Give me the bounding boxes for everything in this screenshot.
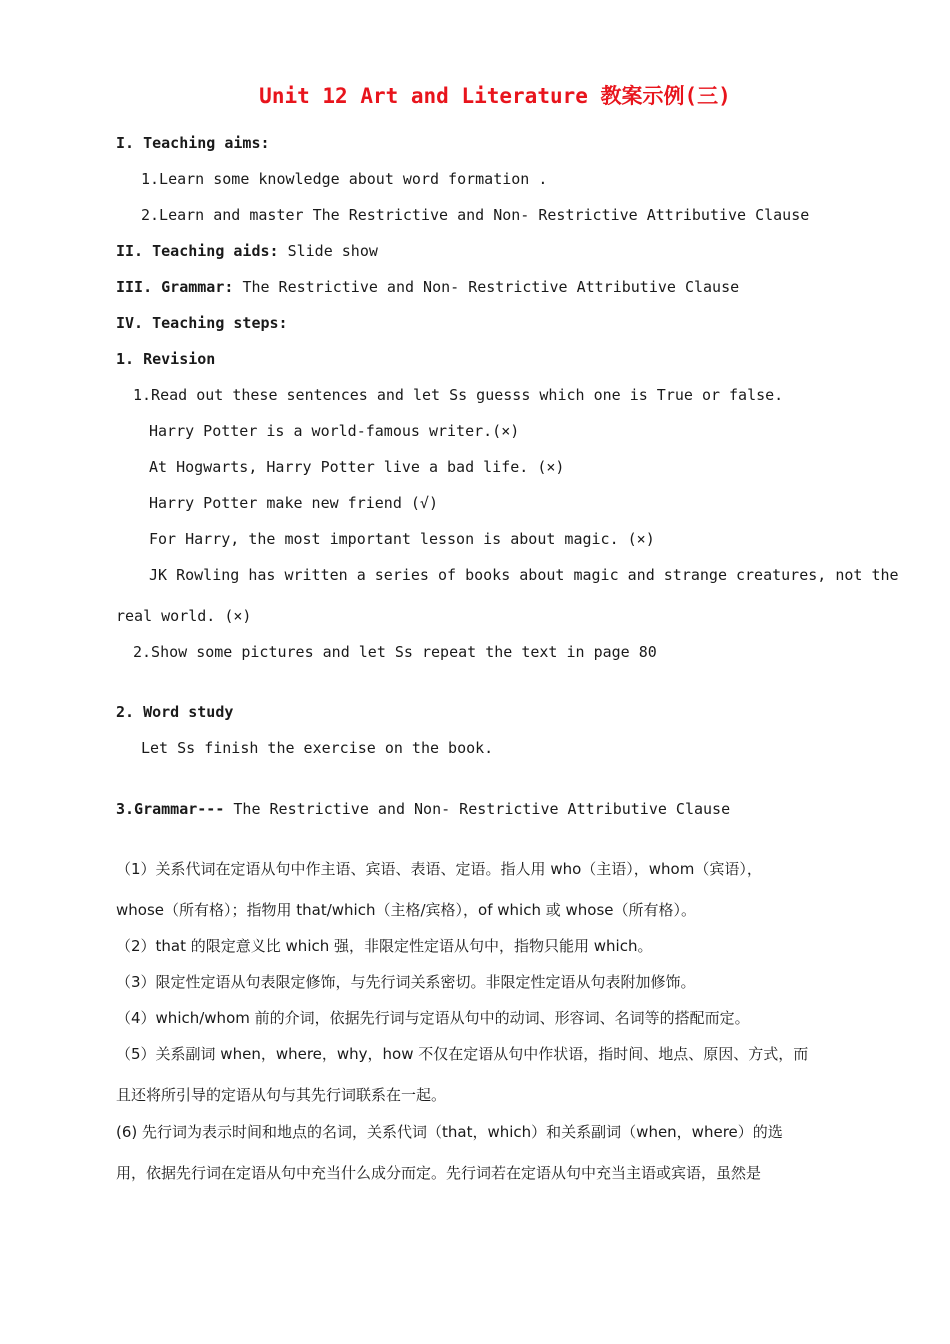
teaching-aids-line — [116, 241, 378, 261]
grammar-note-4: （4）which/whom 前的介词，依据先行词与定语从句中的动词、形容词、名词等的搭配而定。 — [116, 1009, 750, 1027]
aim-item-2: 2.Learn and master The Restrictive and Non- Restrictive Attributive Clause — [141, 206, 810, 224]
grammar-value: The Restrictive and Non- Restrictive Attributive Clause — [242, 278, 740, 296]
teaching-aims-heading: I. Teaching aims: — [116, 134, 270, 152]
statement-3: Harry Potter make new friend (√) — [149, 494, 438, 512]
grammar-note-2: （2）that 的限定意义比 which 强，非限定性定语从句中，指物只能用 which。 — [116, 937, 653, 955]
grammar-note-5-continued: 且还将所引导的定语从句与其先行词联系在一起。 — [116, 1086, 447, 1104]
revision-intro: 1.Read out these sentences and let Ss guesss which one is True or false. — [133, 386, 784, 404]
grammar-note-1-continued: whose（所有格）；指物用 that/which（主格/宾格），of which 或 whose（所有格）。 — [116, 901, 696, 919]
word-study-heading: 2. Word study — [116, 703, 234, 721]
grammar-note-5: （5）关系副词 when，where，why，how 不仅在定语从句中作状语，指时间、地点、原因、方式，而 — [116, 1045, 809, 1063]
word-study-text: Let Ss finish the exercise on the book. — [141, 739, 494, 757]
grammar-line — [116, 277, 739, 297]
grammar-section-line — [116, 799, 730, 819]
statement-5-continued: real world. (×) — [116, 607, 252, 625]
revision-item-2: 2.Show some pictures and let Ss repeat the text in page 80 — [133, 643, 657, 661]
teaching-aids-value: Slide show — [287, 242, 378, 260]
document-title: Unit 12 Art and Literature 教案示例(三) — [259, 84, 731, 108]
statement-1: Harry Potter is a world-famous writer.(×) — [149, 422, 520, 440]
teaching-steps-heading: IV. Teaching steps: — [116, 314, 288, 332]
grammar-section-value: The Restrictive and Non- Restrictive Attributive Clause — [233, 800, 731, 818]
grammar-note-6-continued: 用，依据先行词在定语从句中充当什么成分而定。先行词若在定语从句中充当主语或宾语，虽然是 — [116, 1164, 762, 1182]
grammar-note-6: (6) 先行词为表示时间和地点的名词，关系代词（that，which）和关系副词（when，where）的选 — [116, 1123, 783, 1141]
grammar-section-label: 3.Grammar--- — [116, 800, 225, 818]
revision-heading: 1. Revision — [116, 350, 216, 368]
grammar-note-3: （3）限定性定语从句表限定修饰，与先行词关系密切。非限定性定语从句表附加修饰。 — [116, 973, 696, 991]
statement-4: For Harry, the most important lesson is about magic. (×) — [149, 530, 655, 548]
grammar-label: III. Grammar: — [116, 278, 234, 296]
statement-2: At Hogwarts, Harry Potter live a bad life. (×) — [149, 458, 565, 476]
grammar-note-1: （1）关系代词在定语从句中作主语、宾语、表语、定语。指人用 who（主语），whom（宾语）， — [116, 860, 762, 878]
statement-5: JK Rowling has written a series of books about magic and strange creatures, not the — [149, 566, 899, 584]
teaching-aids-label: II. Teaching aids: — [116, 242, 279, 260]
aim-item-1: 1.Learn some knowledge about word formation . — [141, 170, 548, 188]
